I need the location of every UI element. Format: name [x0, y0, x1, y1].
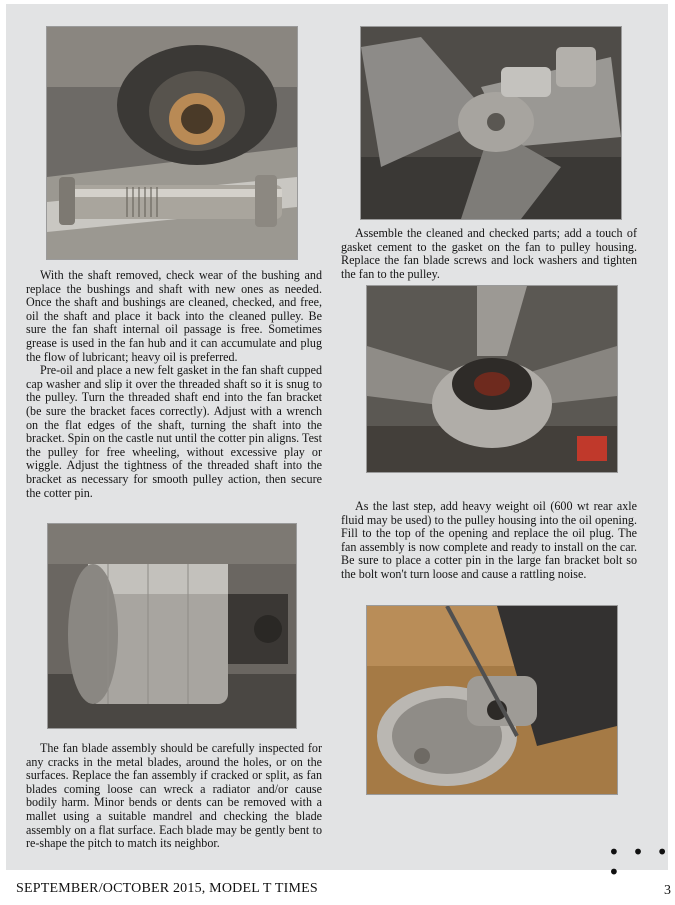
photo-shaft-bushing [46, 26, 298, 260]
photo-pulley-bracket [47, 523, 297, 729]
photo-fan-assembly [360, 26, 622, 220]
text-block-shaft [26, 269, 322, 500]
end-of-article-mark: • • • • [608, 840, 672, 884]
photo-fan-hub [366, 285, 618, 473]
paragraph-shaft-removed: With the shaft removed, check wear of the bushing and replace the bushings and shaft with new ones as needed. Once the shaft and bushings are cleaned, checked, and free, oil the shaft and place it back into the cleaned pulley. Be sure the fan shaft internal oil passage is free. Sometimes grease is used in the fan hub and it can accumulate and plug the flow of lubricant; heavy oil is preferred. [26, 268, 322, 364]
text-block-blade [26, 742, 322, 851]
photo-oil-plug [366, 605, 618, 795]
paragraph-pre-oil: Pre-oil and place a new felt gasket in the fan shaft cupped cap washer and slip it over the threaded shaft so it is snug to the pulley. Turn the threaded shaft end into the fan bracket (be sure the bracket faces correctly). Adjust with a wrench on the flat edges of the shaft, turning the shaft into the bracket. Spin on the castle nut until the cotter pin aligns. Test the pulley for free wheeling, without excessive play or wiggle. Adjust the tightness of the threaded shaft into the bracket as necessary for smooth pulley action, then secure the cotter pin. [26, 363, 322, 500]
text-block-assemble [341, 227, 637, 281]
paragraph-assemble: Assemble the cleaned and checked parts; add a touch of gasket cement to the gasket on the fan to pulley housing. Replace the fan blade screws and lock washers and tighten the fan to the pulley. [341, 226, 637, 281]
page-number: 3 [664, 883, 671, 898]
footer-issue: SEPTEMBER/OCTOBER 2015, MODEL T TIMES [16, 881, 318, 896]
paragraph-fan-blade-inspection: The fan blade assembly should be carefully inspected for any cracks in the metal blades, around the holes, or on the surfaces. Replace the fan assembly if cracked or split, as fan blades coming loose can wreck a radiator and/or cause bodily harm. Minor bends or dents can be removed with a mallet using a suitable mandrel and checking the blade assembly on a flat surface. Each blade may be gently bent to re-shape the pitch to match its neighbor. [26, 741, 322, 851]
text-block-last-step [341, 500, 637, 582]
paragraph-last-step: As the last step, add heavy weight oil (600 wt rear axle fluid may be used) to the pulley housing into the oil opening. Fill to the top of the opening and replace the oil plug. The fan assembly is now complete and ready to install on the car. Be sure to place a cotter pin in the large fan bracket bolt so the bolt won't turn loose and cause a rattling noise. [341, 499, 637, 581]
